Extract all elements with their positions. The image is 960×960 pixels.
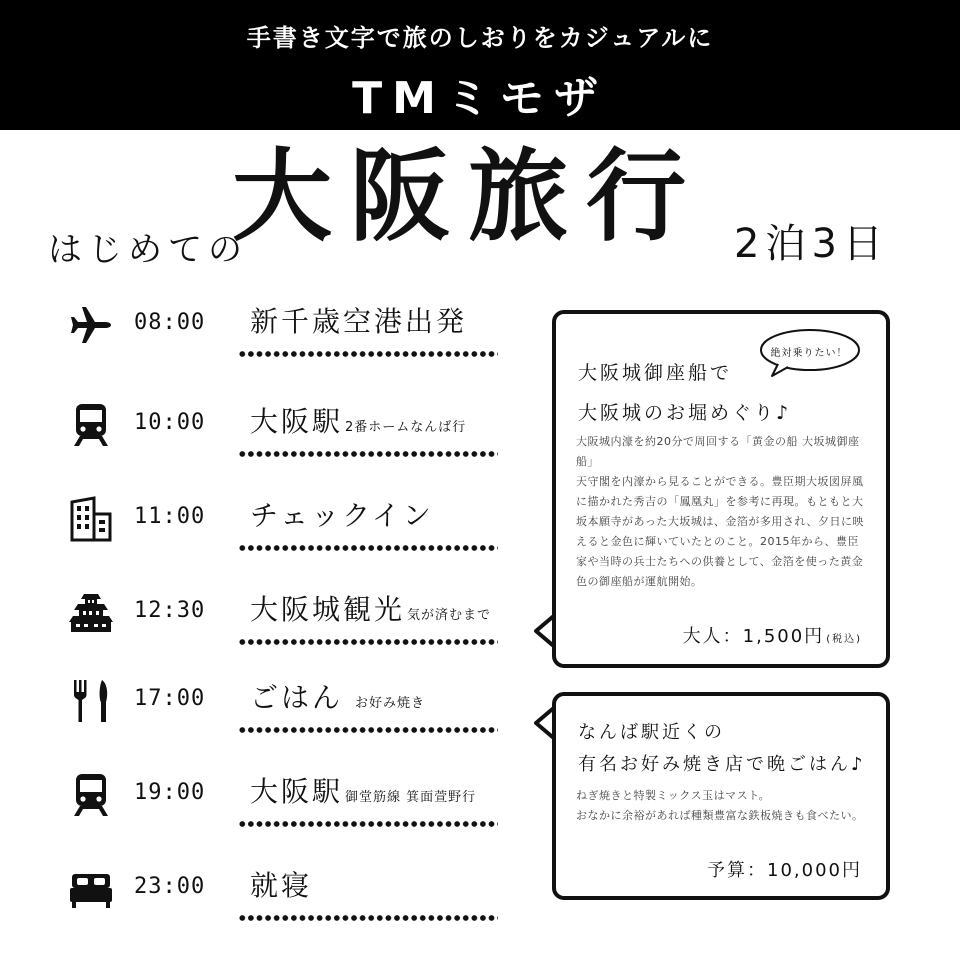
card-heading: なんば駅近くの <box>578 722 725 743</box>
schedule-row-checkin <box>0 496 520 566</box>
card-body-paragraph: おなかに余裕があれば種類豊富な鉄板焼きも食べたい。 <box>576 809 864 822</box>
card-body-paragraph: ねぎ焼きと特製ミックス玉はマスト。 <box>576 789 771 802</box>
dotted-divider <box>238 638 498 646</box>
schedule-row-osaka-station-return <box>0 772 520 842</box>
schedule-note: お好み焼き <box>355 696 426 711</box>
brand-name: TMミモザ <box>352 73 608 124</box>
schedule-row-departure <box>0 302 520 372</box>
title-prefix: はじめての <box>48 230 248 270</box>
dotted-divider <box>238 726 498 734</box>
train-icon <box>68 772 114 818</box>
dotted-divider <box>238 544 498 552</box>
card-heading: 大阪城のお堀めぐり♪ <box>578 402 792 424</box>
dotted-divider <box>238 820 498 828</box>
thought-text: 絶対乗りたい！ <box>770 348 848 359</box>
schedule-row-sleep <box>0 866 520 936</box>
airplane-icon <box>68 302 114 348</box>
schedule-time: 19:00 <box>134 780 206 805</box>
card-body-paragraph: 大阪城内濠を約20分で周回する「黄金の船 大坂城御座船」 <box>576 435 860 468</box>
schedule-time: 08:00 <box>134 310 206 335</box>
building-icon <box>68 496 114 542</box>
price-value: 大人：1,500円 <box>682 626 825 647</box>
train-icon <box>68 402 114 448</box>
bed-icon <box>68 866 114 912</box>
schedule-time: 17:00 <box>134 686 206 711</box>
ticket-price <box>683 622 862 648</box>
schedule-time: 10:00 <box>134 410 206 435</box>
schedule-label: 大阪城観光 <box>250 593 406 626</box>
schedule-label: 大阪駅 <box>250 405 344 438</box>
card-body <box>576 786 870 826</box>
schedule-label: 新千歳空港出発 <box>250 305 468 338</box>
card-body <box>576 432 870 592</box>
schedule-label: 大阪駅 <box>250 775 344 808</box>
title-duration: 2泊3日 <box>734 221 889 267</box>
page-title: 大阪旅行 <box>232 138 704 255</box>
schedule-note: 御堂筋線 箕面萱野行 <box>345 790 477 805</box>
schedule-time: 11:00 <box>134 504 206 529</box>
fork-knife-icon <box>68 678 114 724</box>
schedule-row-dinner <box>0 678 520 748</box>
dotted-divider <box>238 350 498 358</box>
castle-icon <box>68 590 114 636</box>
schedule-note: 2番ホームなんば行 <box>345 420 467 435</box>
card-body-paragraph: 天守閣を内濠から見ることができる。豊臣期大坂図屏風に描かれた秀吉の「鳳凰丸」を参考に再現。もともと大坂本願寺があった大坂城は、金箔が多用され、夕日に映えると金色に輝いていたとのこと。2015年から、豊臣家や当時の兵士たちへの供養として、金箔を使った黄金色の御座船が運航開始。 <box>576 475 865 588</box>
dotted-divider <box>238 914 498 922</box>
schedule-label: 就寝 <box>250 869 313 902</box>
header-banner <box>0 0 960 130</box>
schedule-label: ごはん <box>250 681 344 714</box>
dinner-info-card <box>552 692 890 900</box>
schedule-time: 12:30 <box>134 598 206 623</box>
tax-note: (税込) <box>826 634 862 645</box>
schedule-time: 23:00 <box>134 874 206 899</box>
schedule-label: チェックイン <box>250 499 434 532</box>
card-heading: 大阪城御座船で <box>578 362 733 384</box>
dotted-divider <box>238 450 498 458</box>
schedule-row-castle <box>0 590 520 660</box>
schedule-note: 気が済むまで <box>407 608 492 623</box>
schedule-row-osaka-station <box>0 402 520 472</box>
card-heading: 有名お好み焼き店で晩ごはん♪ <box>578 754 866 775</box>
budget: 予算：10,000円 <box>707 860 862 881</box>
header-subtitle: 手書き文字で旅のしおりをカジュアルに <box>246 24 714 52</box>
